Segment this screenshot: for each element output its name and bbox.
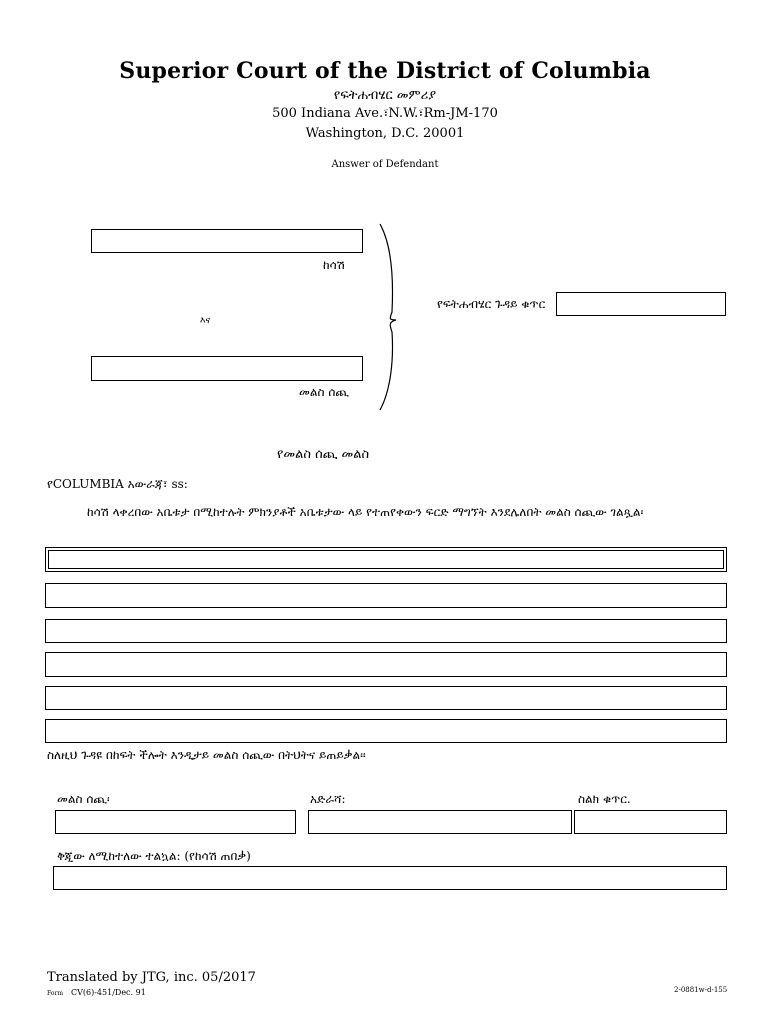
answer-line-4[interactable] [45, 652, 727, 677]
caption-brace [376, 222, 406, 412]
address-label: አድራሻ: [310, 792, 346, 806]
case-number-label: የፍትሐብሄር ጉዳይ ቁጥር [437, 297, 546, 311]
form-label: Form [47, 990, 64, 997]
phone-field[interactable] [574, 810, 727, 834]
jurisdiction-line: የCOLUMBIA አውራጃ፣ ss: [47, 477, 188, 491]
case-number-field[interactable] [556, 292, 726, 316]
court-title: Superior Court of the District of Columbia [119, 58, 651, 84]
copy-sent-label: ቅጂው ለሚከተለው ተልኳል: (የከሳሽ ጠበቃ) [57, 849, 251, 863]
form-code: 2-0881w-d-155 [674, 986, 728, 994]
answer-line-2[interactable] [45, 583, 727, 608]
division-name: የፍትሐብሄር መምሪያ [333, 88, 437, 103]
closing-statement: ስለዚህ ጉዳዩ በከፍት ችሎት እንዲታይ መልስ ሰጪው በትህትና ይጠይቃል፡፡ [47, 748, 366, 762]
answer-line-1-inner [48, 550, 724, 569]
plaintiff-label: ከሳሽ [323, 258, 345, 272]
versus-label: እና [200, 316, 211, 326]
answer-line-5[interactable] [45, 686, 727, 710]
translation-credit: Translated by JTG, inc. 05/2017 [47, 970, 256, 985]
defendant-field[interactable] [91, 356, 363, 381]
court-city: Washington, D.C. 20001 [305, 126, 465, 141]
document-type: Answer of Defendant [331, 159, 439, 170]
defendant-signature-label: መልስ ሰጪ፡ [57, 792, 110, 806]
answer-line-3[interactable] [45, 619, 727, 643]
address-field[interactable] [308, 810, 572, 834]
answer-line-6[interactable] [45, 719, 727, 743]
defendant-label: መልስ ሰጪ [299, 385, 349, 399]
copy-sent-field[interactable] [53, 866, 727, 890]
phone-label: ስልክ ቁጥር. [578, 792, 631, 806]
answer-line-1[interactable] [45, 547, 727, 572]
plaintiff-field[interactable] [91, 229, 363, 253]
form-number: CV(6)-451/Dec. 91 [71, 988, 146, 997]
defendant-signature-field[interactable] [55, 810, 296, 834]
answer-statement: ከሳሽ ላቀረበው አቤቱታ በሚከተሉት ምክንያቶች አቤቱታው ላይ የተጠየቀውን ፍርድ ማግኘት እንደሌለበት መልስ ሰጪው ገልጿል፡ [87, 505, 644, 519]
answer-heading: የመልስ ሰጪ መልስ [277, 447, 370, 462]
court-address: 500 Indiana Ave.፣N.W.፣Rm-JM-170 [272, 106, 498, 121]
